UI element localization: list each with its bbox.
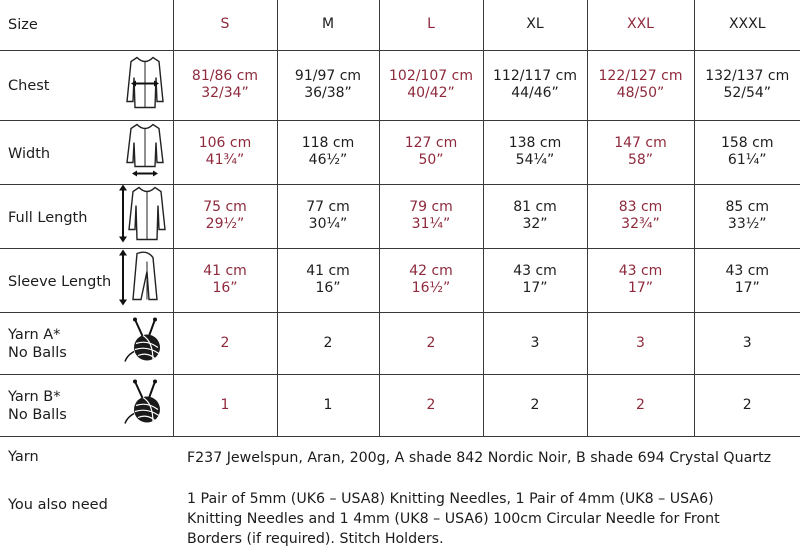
chest-label-cell (0, 50, 173, 120)
yarn-b-label-cell (0, 374, 173, 436)
sleeve-length-value-xxl: 43 cm 17” (587, 248, 694, 312)
yarn-a-label: Yarn A* No Balls (8, 326, 67, 361)
yarn-ball-icon (123, 318, 167, 369)
full-length-value-xl: 81 cm 32” (483, 184, 587, 248)
cardigan-width-icon (123, 121, 167, 184)
yarn-a-value-m: 2 (277, 312, 379, 374)
cardigan-chest-icon (123, 54, 167, 117)
width-value-m: 118 cm 46½” (277, 120, 379, 184)
yarn-b-value-xl: 2 (483, 374, 587, 436)
size-label-cell (0, 0, 173, 50)
width-label: Width (8, 145, 51, 162)
size-header-m: M (277, 0, 379, 50)
sleeve-length-row (0, 248, 800, 312)
chest-value-s: 81/86 cm 32/34” (173, 50, 277, 120)
chest-label: Chest (8, 77, 50, 94)
full-length-row (0, 184, 800, 248)
size-header-l: L (379, 0, 483, 50)
yarn-b-row (0, 374, 800, 436)
yarn-b-value-xxl: 2 (587, 374, 694, 436)
yarn-b-value-l: 2 (379, 374, 483, 436)
chest-row (0, 50, 800, 120)
chest-value-m: 91/97 cm 36/38” (277, 50, 379, 120)
width-row (0, 120, 800, 184)
yarn-label: Yarn (8, 449, 39, 465)
yarn-a-value-xxl: 3 (587, 312, 694, 374)
also-need-label: You also need (8, 497, 108, 513)
size-header-xxl: XXL (587, 0, 694, 50)
full-length-label-cell (0, 184, 173, 248)
sleeve-length-value-l: 42 cm 16½” (379, 248, 483, 312)
full-length-value-xxl: 83 cm 32¾” (587, 184, 694, 248)
chest-value-xxl: 122/127 cm 48/50” (587, 50, 694, 120)
yarn-b-value-xxxl: 2 (694, 374, 800, 436)
full-length-value-l: 79 cm 31¼” (379, 184, 483, 248)
yarn-b-value-m: 1 (277, 374, 379, 436)
full-length-value-m: 77 cm 30¼” (277, 184, 379, 248)
sleeve-length-icon (117, 248, 167, 313)
size-header-row (0, 0, 800, 50)
chest-value-l: 102/107 cm 40/42” (379, 50, 483, 120)
sleeve-length-value-xl: 43 cm 17” (483, 248, 587, 312)
sleeve-length-label: Sleeve Length (8, 273, 112, 290)
yarn-a-value-s: 2 (173, 312, 277, 374)
chest-value-xxxl: 132/137 cm 52/54” (694, 50, 800, 120)
yarn-a-value-xl: 3 (483, 312, 587, 374)
also-need-text: 1 Pair of 5mm (UK6 – USA8) Knitting Needles, 1 Pair of 4mm (UK8 – USA6) Knitting Needles and 1 4mm (UK8 – USA6) 100cm Circular Needle for Front Borders (if required). Stitch Holders. (187, 491, 720, 547)
cardigan-length-icon (117, 184, 167, 249)
width-label-cell (0, 120, 173, 184)
sleeve-length-value-xxxl: 43 cm 17” (694, 248, 800, 312)
yarn-a-label-cell (0, 312, 173, 374)
width-value-xxl: 147 cm 58” (587, 120, 694, 184)
sleeve-length-value-m: 41 cm 16” (277, 248, 379, 312)
yarn-a-value-xxxl: 3 (694, 312, 800, 374)
yarn-a-value-l: 2 (379, 312, 483, 374)
width-value-xxxl: 158 cm 61¼” (694, 120, 800, 184)
sleeve-length-label-cell (0, 248, 173, 312)
width-value-l: 127 cm 50” (379, 120, 483, 184)
size-header-xl: XL (483, 0, 587, 50)
width-value-xl: 138 cm 54¼” (483, 120, 587, 184)
size-header-xxxl: XXXL (694, 0, 800, 50)
yarn-text: F237 Jewelspun, Aran, 200g, A shade 842 Nordic Noir, B shade 694 Crystal Quartz (187, 450, 772, 466)
size-label: Size (8, 17, 38, 33)
full-length-label: Full Length (8, 209, 88, 226)
chest-value-xl: 112/117 cm 44/46” (483, 50, 587, 120)
full-length-value-s: 75 cm 29½” (173, 184, 277, 248)
materials-section (0, 436, 800, 556)
sleeve-length-value-s: 41 cm 16” (173, 248, 277, 312)
yarn-ball-icon (123, 380, 167, 431)
width-value-s: 106 cm 41¾” (173, 120, 277, 184)
yarn-a-row (0, 312, 800, 374)
size-header-s: S (173, 0, 277, 50)
yarn-b-label: Yarn B* No Balls (8, 388, 67, 423)
full-length-value-xxxl: 85 cm 33½” (694, 184, 800, 248)
yarn-b-value-s: 1 (173, 374, 277, 436)
